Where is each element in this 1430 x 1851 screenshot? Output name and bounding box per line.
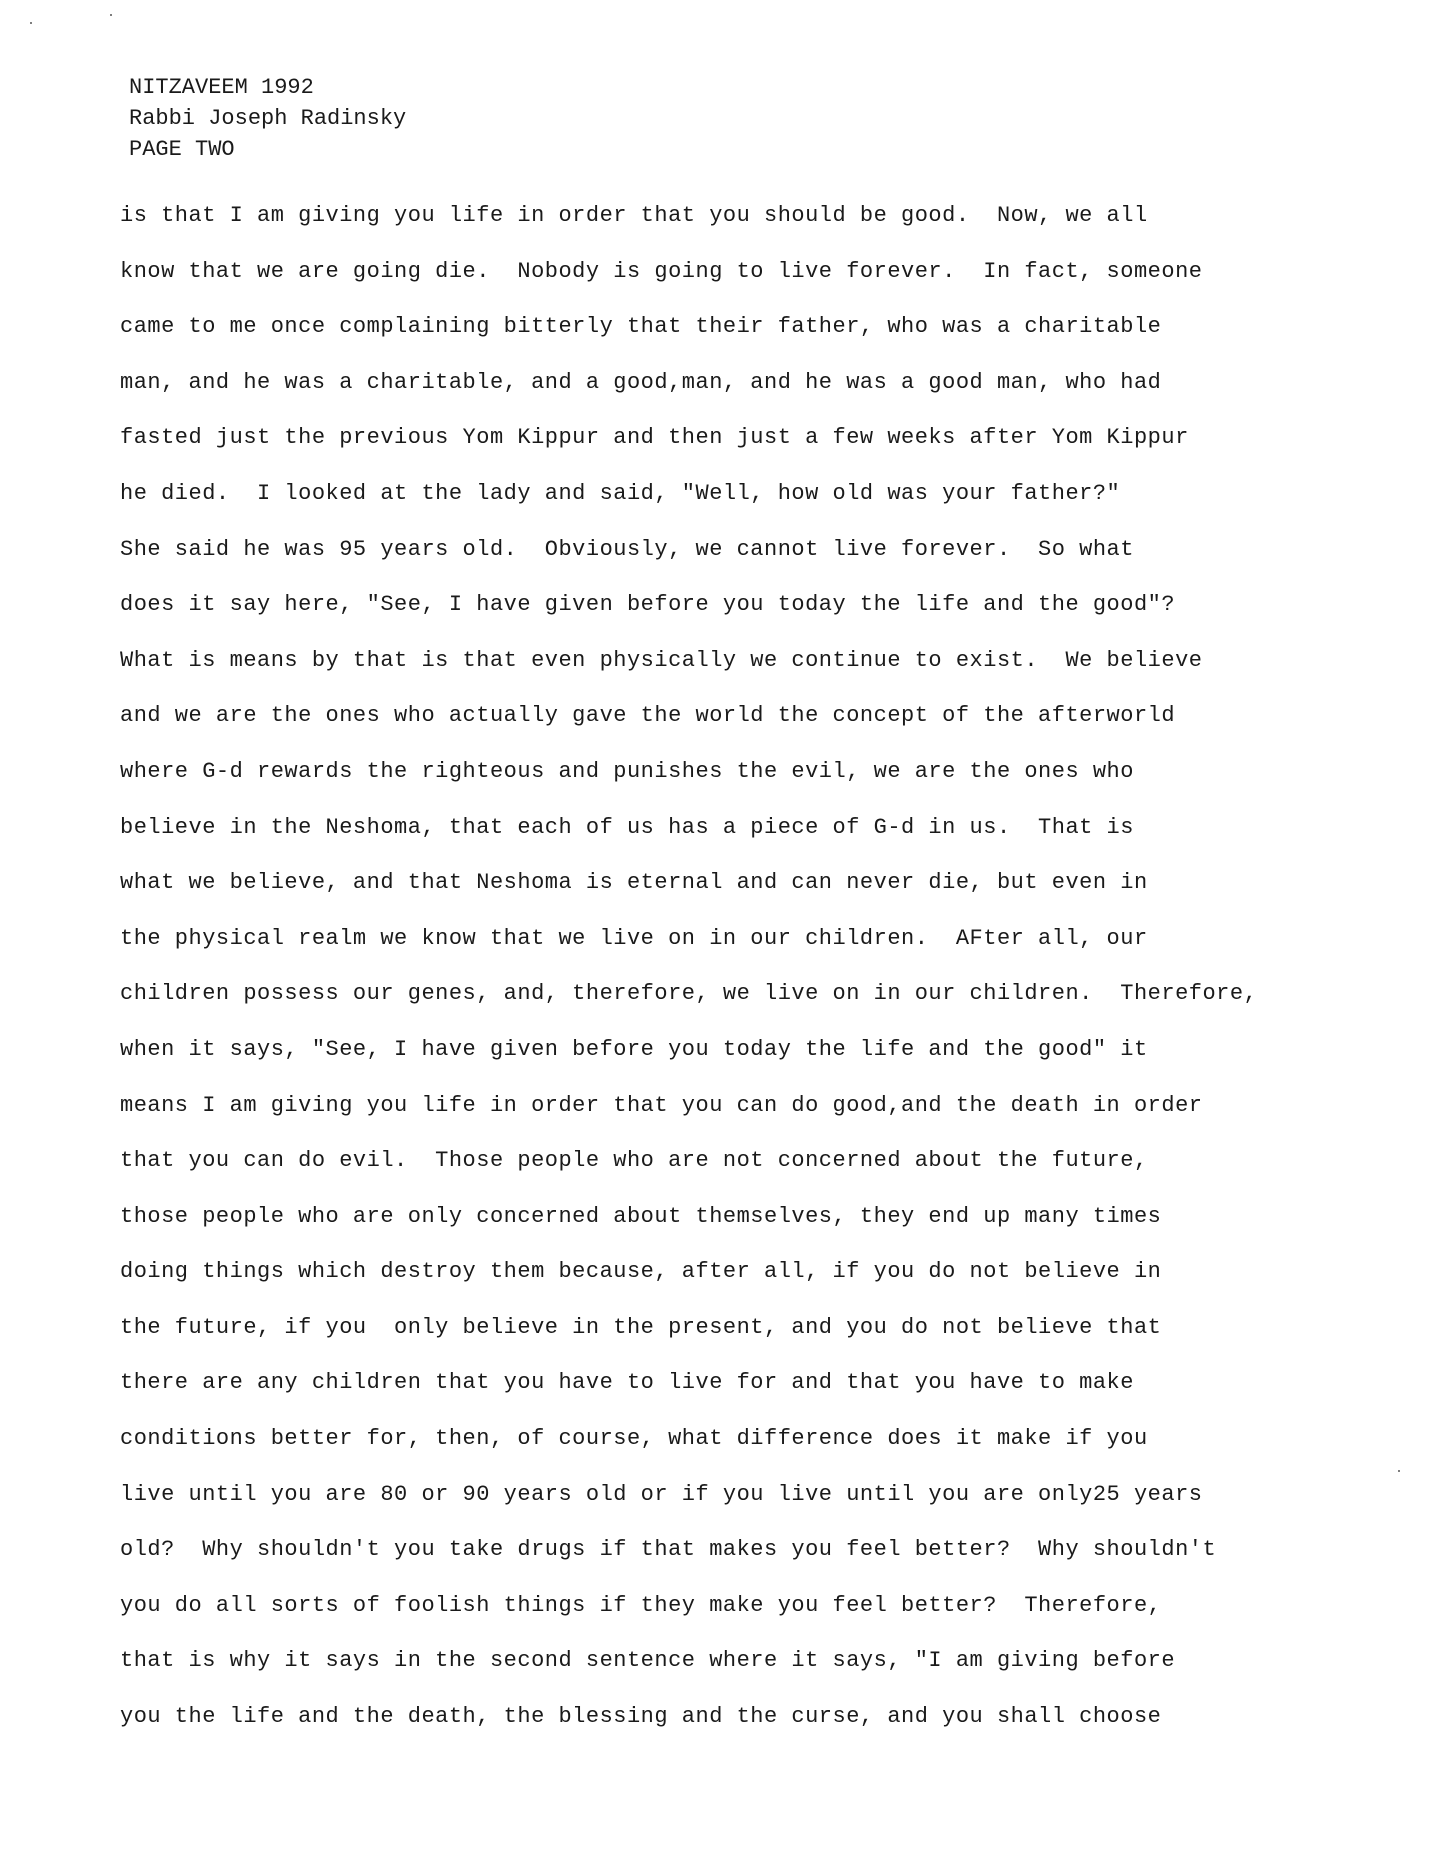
- text-line: believe in the Neshoma, that each of us has a piece of G-d in us. That is: [120, 814, 1134, 840]
- text-line: know that we are going die. Nobody is going to live forever. In fact, someone: [120, 258, 1203, 284]
- text-line: came to me once complaining bitterly that their father, who was a charitable: [120, 314, 1162, 340]
- text-line: doing things which destroy them because, after all, if you do not believe in: [120, 1259, 1162, 1285]
- text-line: old? Why shouldn't you take drugs if that makes you feel better? Why shouldn't: [120, 1537, 1217, 1563]
- text-line: the physical realm we know that we live on in our children. AFter all, our: [120, 925, 1148, 951]
- text-line: that you can do evil. Those people who are not concerned about the future,: [120, 1148, 1148, 1174]
- text-line: fasted just the previous Yom Kippur and then just a few weeks after Yom Kippur: [120, 425, 1189, 451]
- scan-speck: [1398, 1470, 1400, 1472]
- scan-speck: [110, 14, 112, 16]
- text-line: that is why it says in the second sentence where it says, "I am giving before: [120, 1648, 1176, 1674]
- text-line: he died. I looked at the lady and said, "Well, how old was your father?": [120, 480, 1121, 506]
- text-line: and we are the ones who actually gave the world the concept of the afterworld: [120, 703, 1176, 729]
- text-line: the future, if you only believe in the present, and you do not believe that: [120, 1314, 1162, 1340]
- text-line: there are any children that you have to live for and that you have to make: [120, 1370, 1134, 1396]
- text-line: does it say here, "See, I have given before you today the life and the good"?: [120, 592, 1176, 618]
- text-line: you do all sorts of foolish things if they make you feel better? Therefore,: [120, 1592, 1162, 1618]
- document-title: NITZAVEEM 1992: [129, 75, 314, 100]
- text-line: means I am giving you life in order that you can do good,and the death in order: [120, 1092, 1203, 1118]
- text-line: when it says, "See, I have given before you today the life and the good" it: [120, 1036, 1148, 1062]
- document-header: [129, 72, 406, 165]
- page-label: PAGE TWO: [129, 137, 235, 162]
- text-line: conditions better for, then, of course, what difference does it make if you: [120, 1426, 1148, 1452]
- text-line: is that I am giving you life in order that you should be good. Now, we all: [120, 203, 1148, 228]
- text-line: live until you are 80 or 90 years old or if you live until you are only25 years: [120, 1481, 1203, 1507]
- document-author: Rabbi Joseph Radinsky: [129, 106, 407, 131]
- text-line: What is means by that is that even physically we continue to exist. We believe: [120, 647, 1203, 673]
- text-line: children possess our genes, and, therefore, we live on in our children. Therefore,: [120, 981, 1258, 1007]
- text-line: where G-d rewards the righteous and punishes the evil, we are the ones who: [120, 758, 1134, 784]
- document-body: [120, 188, 1258, 1745]
- text-line: man, and he was a charitable, and a good,man, and he was a good man, who had: [120, 369, 1162, 395]
- scan-speck: [30, 22, 32, 24]
- text-line: those people who are only concerned about themselves, they end up many times: [120, 1203, 1162, 1229]
- text-line: She said he was 95 years old. Obviously, we cannot live forever. So what: [120, 536, 1134, 562]
- text-line: you the life and the death, the blessing and the curse, and you shall choose: [120, 1704, 1162, 1730]
- text-line: what we believe, and that Neshoma is eternal and can never die, but even in: [120, 870, 1148, 896]
